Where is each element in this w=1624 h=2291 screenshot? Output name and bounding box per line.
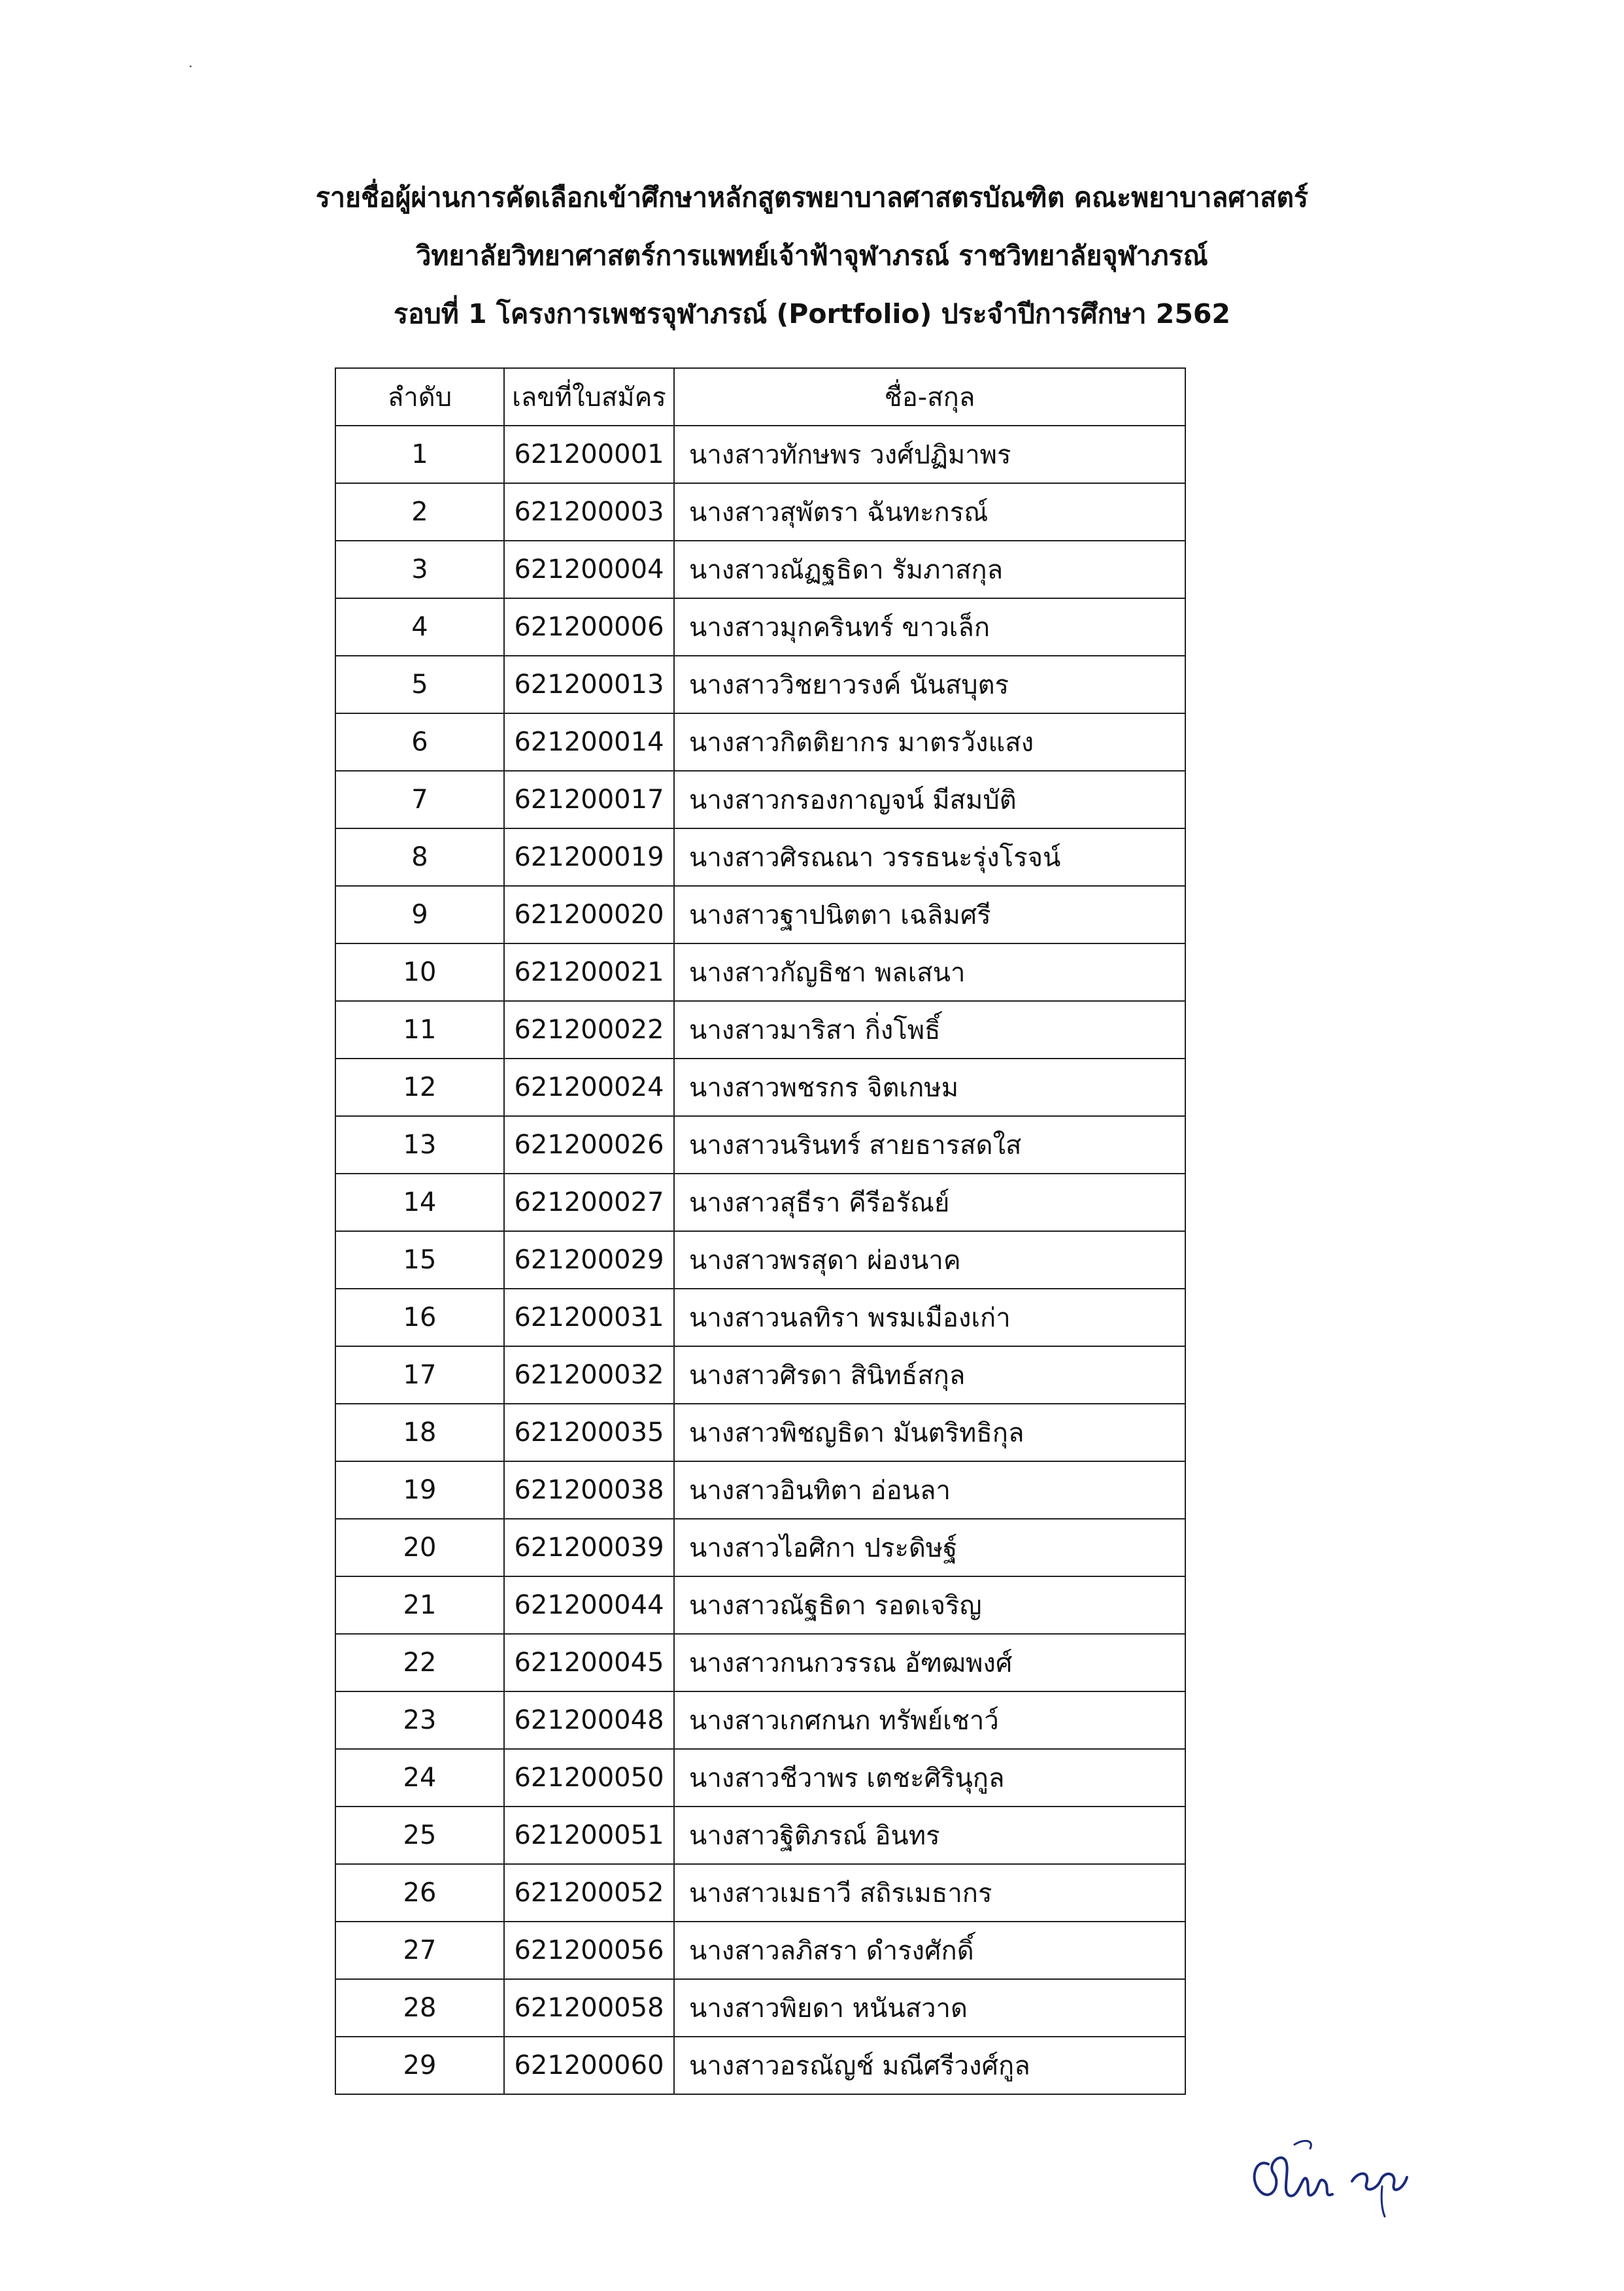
cell-application-number: 621200031 — [504, 1289, 674, 1346]
table-header-row — [335, 368, 1185, 426]
cell-full-name: นางสาวณัฏฐธิดา รัมภาสกุล — [674, 541, 1185, 598]
cell-order: 27 — [335, 1922, 504, 1979]
cell-application-number: 621200052 — [504, 1864, 674, 1922]
cell-order: 4 — [335, 598, 504, 656]
cell-application-number: 621200032 — [504, 1346, 674, 1404]
table-row — [335, 426, 1185, 483]
table-row — [335, 1346, 1185, 1404]
table-row — [335, 1749, 1185, 1807]
table-row — [335, 541, 1185, 598]
table-row — [335, 1922, 1185, 1979]
cell-order: 29 — [335, 2037, 504, 2094]
table-row — [335, 713, 1185, 771]
cell-application-number: 621200060 — [504, 2037, 674, 2094]
cell-order: 26 — [335, 1864, 504, 1922]
cell-order: 5 — [335, 656, 504, 713]
table-row — [335, 1691, 1185, 1749]
cell-full-name: นางสาวพิชญธิดา มันตริทธิกุล — [674, 1404, 1185, 1461]
cell-full-name: นางสาวนลทิรา พรมเมืองเก่า — [674, 1289, 1185, 1346]
cell-order: 10 — [335, 943, 504, 1001]
cell-order: 23 — [335, 1691, 504, 1749]
table-row — [335, 943, 1185, 1001]
cell-order: 21 — [335, 1576, 504, 1634]
table-row — [335, 1864, 1185, 1922]
title-line-3: รอบที่ 1 โครงการเพชรจุฬาภรณ์ (Portfolio) ประจำปีการศึกษา 2562 — [394, 298, 1230, 330]
cell-full-name: นางสาวพิยดา หนันสวาด — [674, 1979, 1185, 2037]
cell-order: 15 — [335, 1231, 504, 1289]
table-row — [335, 598, 1185, 656]
table-row — [335, 1519, 1185, 1576]
cell-application-number: 621200006 — [504, 598, 674, 656]
cell-full-name: นางสาวศิรดา สินิทธ์สกุล — [674, 1346, 1185, 1404]
cell-order: 25 — [335, 1807, 504, 1864]
cell-full-name: นางสาวมาริสา กิ่งโพธิ์ — [674, 1001, 1185, 1059]
cell-full-name: นางสาวทักษพร วงศ์ปฏิมาพร — [674, 426, 1185, 483]
cell-order: 6 — [335, 713, 504, 771]
cell-order: 22 — [335, 1634, 504, 1691]
table-row — [335, 828, 1185, 886]
table-row — [335, 1979, 1185, 2037]
cell-application-number: 621200050 — [504, 1749, 674, 1807]
table-row — [335, 1174, 1185, 1231]
cell-application-number: 621200044 — [504, 1576, 674, 1634]
table-row — [335, 1807, 1185, 1864]
admission-list-table — [335, 367, 1186, 2095]
cell-order: 18 — [335, 1404, 504, 1461]
table-row — [335, 483, 1185, 541]
cell-application-number: 621200017 — [504, 771, 674, 828]
cell-order: 16 — [335, 1289, 504, 1346]
cell-application-number: 621200048 — [504, 1691, 674, 1749]
cell-full-name: นางสาวฐาปนิตตา เฉลิมศรี — [674, 886, 1185, 943]
table-row — [335, 1116, 1185, 1174]
cell-order: 3 — [335, 541, 504, 598]
table-row — [335, 771, 1185, 828]
cell-order: 1 — [335, 426, 504, 483]
cell-application-number: 621200035 — [504, 1404, 674, 1461]
header-order: ลำดับ — [335, 368, 504, 426]
table-row — [335, 656, 1185, 713]
cell-application-number: 621200003 — [504, 483, 674, 541]
cell-application-number: 621200056 — [504, 1922, 674, 1979]
cell-full-name: นางสาวสุธีรา คีรีอรัณย์ — [674, 1174, 1185, 1231]
cell-application-number: 621200058 — [504, 1979, 674, 2037]
cell-full-name: นางสาวลภิสรา ดำรงศักดิ์ — [674, 1922, 1185, 1979]
cell-full-name: นางสาวศิรณณา วรรธนะรุ่งโรจน์ — [674, 828, 1185, 886]
table-row — [335, 1404, 1185, 1461]
cell-full-name: นางสาวกัญธิชา พลเสนา — [674, 943, 1185, 1001]
cell-order: 8 — [335, 828, 504, 886]
title-line-1: รายชื่อผู้ผ่านการคัดเลือกเข้าศึกษาหลักสูตรพยาบาลศาสตรบัณฑิต คณะพยาบาลศาสตร์ — [315, 182, 1309, 213]
cell-application-number: 621200020 — [504, 886, 674, 943]
header-application-number: เลขที่ใบสมัคร — [504, 368, 674, 426]
cell-application-number: 621200014 — [504, 713, 674, 771]
cell-full-name: นางสาวพชรกร จิตเกษม — [674, 1059, 1185, 1116]
cell-order: 20 — [335, 1519, 504, 1576]
table-row — [335, 1059, 1185, 1116]
cell-order: 14 — [335, 1174, 504, 1231]
cell-order: 24 — [335, 1749, 504, 1807]
table-row — [335, 1634, 1185, 1691]
cell-full-name: นางสาวกนกวรรณ อัฑฒพงศ์ — [674, 1634, 1185, 1691]
cell-full-name: นางสาวกรองกาญจน์ มีสมบัติ — [674, 771, 1185, 828]
cell-application-number: 621200029 — [504, 1231, 674, 1289]
cell-order: 2 — [335, 483, 504, 541]
cell-full-name: นางสาวมุกครินทร์ ขาวเล็ก — [674, 598, 1185, 656]
cell-full-name: นางสาวณัฐธิดา รอดเจริญ — [674, 1576, 1185, 1634]
cell-application-number: 621200022 — [504, 1001, 674, 1059]
cell-full-name: นางสาววิชยาวรงค์ นันสบุตร — [674, 656, 1185, 713]
signature — [1242, 2118, 1438, 2223]
cell-application-number: 621200051 — [504, 1807, 674, 1864]
cell-order: 28 — [335, 1979, 504, 2037]
cell-order: 7 — [335, 771, 504, 828]
cell-application-number: 621200024 — [504, 1059, 674, 1116]
title-line-2: วิทยาลัยวิทยาศาสตร์การแพทย์เจ้าฟ้าจุฬาภรณ์ ราชวิทยาลัยจุฬาภรณ์ — [416, 240, 1208, 271]
scan-speck — [190, 65, 192, 67]
cell-full-name: นางสาวสุพัตรา ฉันทะกรณ์ — [674, 483, 1185, 541]
table-body — [335, 426, 1185, 2094]
cell-application-number: 621200021 — [504, 943, 674, 1001]
cell-full-name: นางสาวกิตติยากร มาตรวังแสง — [674, 713, 1185, 771]
cell-full-name: นางสาวอรณัญช์ มณีศรีวงศ์กูล — [674, 2037, 1185, 2094]
cell-full-name: นางสาวไอศิกา ประดิษฐ์ — [674, 1519, 1185, 1576]
cell-application-number: 621200027 — [504, 1174, 674, 1231]
cell-application-number: 621200038 — [504, 1461, 674, 1519]
cell-order: 9 — [335, 886, 504, 943]
table-row — [335, 1289, 1185, 1346]
cell-order: 12 — [335, 1059, 504, 1116]
cell-application-number: 621200001 — [504, 426, 674, 483]
cell-order: 11 — [335, 1001, 504, 1059]
cell-full-name: นางสาวชีวาพร เตชะศิรินุกูล — [674, 1749, 1185, 1807]
cell-full-name: นางสาวเมธาวี สถิรเมธากร — [674, 1864, 1185, 1922]
table-row — [335, 1461, 1185, 1519]
cell-application-number: 621200026 — [504, 1116, 674, 1174]
document-title — [0, 169, 1624, 343]
cell-application-number: 621200019 — [504, 828, 674, 886]
header-full-name: ชื่อ-สกุล — [674, 368, 1185, 426]
table-row — [335, 886, 1185, 943]
cell-application-number: 621200013 — [504, 656, 674, 713]
table-row — [335, 1576, 1185, 1634]
cell-full-name: นางสาวพรสุดา ผ่องนาค — [674, 1231, 1185, 1289]
table-row — [335, 1231, 1185, 1289]
cell-full-name: นางสาวเกศกนก ทรัพย์เชาว์ — [674, 1691, 1185, 1749]
cell-order: 19 — [335, 1461, 504, 1519]
cell-application-number: 621200004 — [504, 541, 674, 598]
cell-order: 13 — [335, 1116, 504, 1174]
cell-full-name: นางสาวนรินทร์ สายธารสดใส — [674, 1116, 1185, 1174]
cell-application-number: 621200039 — [504, 1519, 674, 1576]
cell-full-name: นางสาวฐิติภรณ์ อินทร — [674, 1807, 1185, 1864]
cell-application-number: 621200045 — [504, 1634, 674, 1691]
cell-full-name: นางสาวอินทิตา อ่อนลา — [674, 1461, 1185, 1519]
table-row — [335, 2037, 1185, 2094]
table-row — [335, 1001, 1185, 1059]
cell-order: 17 — [335, 1346, 504, 1404]
